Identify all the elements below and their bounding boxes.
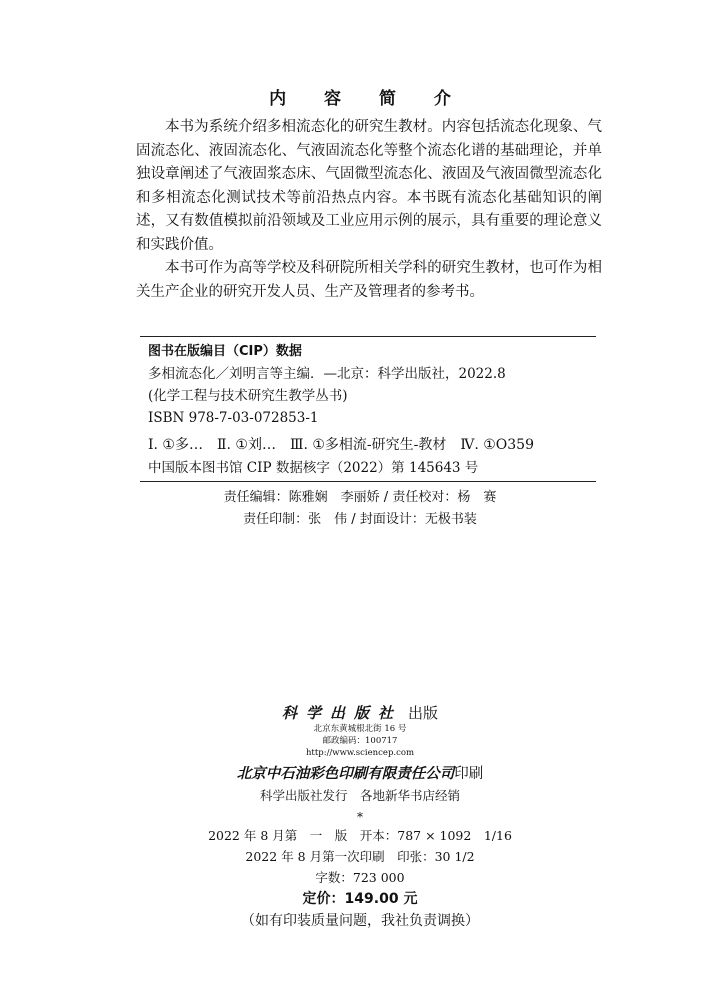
cip-heading: 图书在版编目（CIP）数据	[148, 344, 302, 359]
publisher-url: http://www.sciencep.com	[305, 748, 415, 758]
cip-number: 中国版本图书馆 CIP 数据核字（2022）第 145643 号	[148, 460, 479, 476]
printer-suffix: 印刷	[454, 766, 484, 782]
publisher-line	[0, 702, 720, 723]
price-line: 定价：149.00 元	[302, 891, 418, 907]
printer-name: 北京中石油彩色印刷有限责任公司	[236, 766, 455, 782]
printing-line: 2022 年 8 月第一次印刷 印张：30 1/2	[245, 849, 475, 864]
cip-classification: Ⅰ. ①多… Ⅱ. ①刘… Ⅲ. ①多相流-研究生-教材 Ⅳ. ①O359	[148, 437, 534, 453]
editorial-credits	[0, 487, 720, 531]
cip-data-block	[140, 336, 596, 482]
edition-line: 2022 年 8 月第 一 版 开本：787 × 1092 1/16	[208, 828, 512, 843]
credits-line-1: 责任编辑：陈雅娴 李丽娇 / 责任校对：杨 赛	[223, 490, 497, 505]
summary-paragraph-2: 本书可作为高等学校及科研院所相关学科的研究生教材，也可作为相关生产企业的研究开发人员、生产及管理者的参考书。	[136, 260, 602, 300]
content-summary	[136, 116, 602, 304]
publisher-suffix: 出版	[408, 704, 439, 722]
quality-notice: （如有印装质量问题，我社负责调换）	[241, 913, 479, 929]
page-title: 内 容 简 介	[269, 89, 467, 109]
printer-line	[0, 763, 720, 785]
cip-book-line: 多相流态化／刘明言等主编．—北京：科学出版社，2022.8	[148, 366, 506, 382]
summary-paragraph-1: 本书为系统介绍多相流态化的研究生教材。内容包括流态化现象、气固流态化、液固流态化、气液固流态化等整个流态化谱的基础理论，并单独设章阐述了气液固浆态床、气固微型流态化、液固及气液固微型流态化和多相流态化测试技术等前沿热点内容。本书既有流态化基础知识的阐述，又有数值模拟前沿领域及工业应用示例的展示，具有重要的理论意义和实践价值。	[136, 119, 602, 253]
imprint-block	[0, 702, 720, 932]
separator-star: *	[357, 810, 363, 824]
word-count-line: 字数：723 000	[315, 870, 405, 885]
publisher-postcode: 邮政编码：100717	[322, 736, 398, 746]
publisher-name: 科学出版社	[281, 704, 402, 722]
publisher-address: 北京东黄城根北街 16 号	[313, 724, 407, 734]
cip-isbn: ISBN 978-7-03-072853-1	[148, 410, 319, 426]
distribution-line: 科学出版社发行 各地新华书店经销	[259, 788, 460, 803]
credits-line-2: 责任印制：张 伟 / 封面设计：无极书装	[243, 512, 477, 527]
cip-series: (化学工程与技术研究生教学丛书)	[148, 388, 348, 404]
